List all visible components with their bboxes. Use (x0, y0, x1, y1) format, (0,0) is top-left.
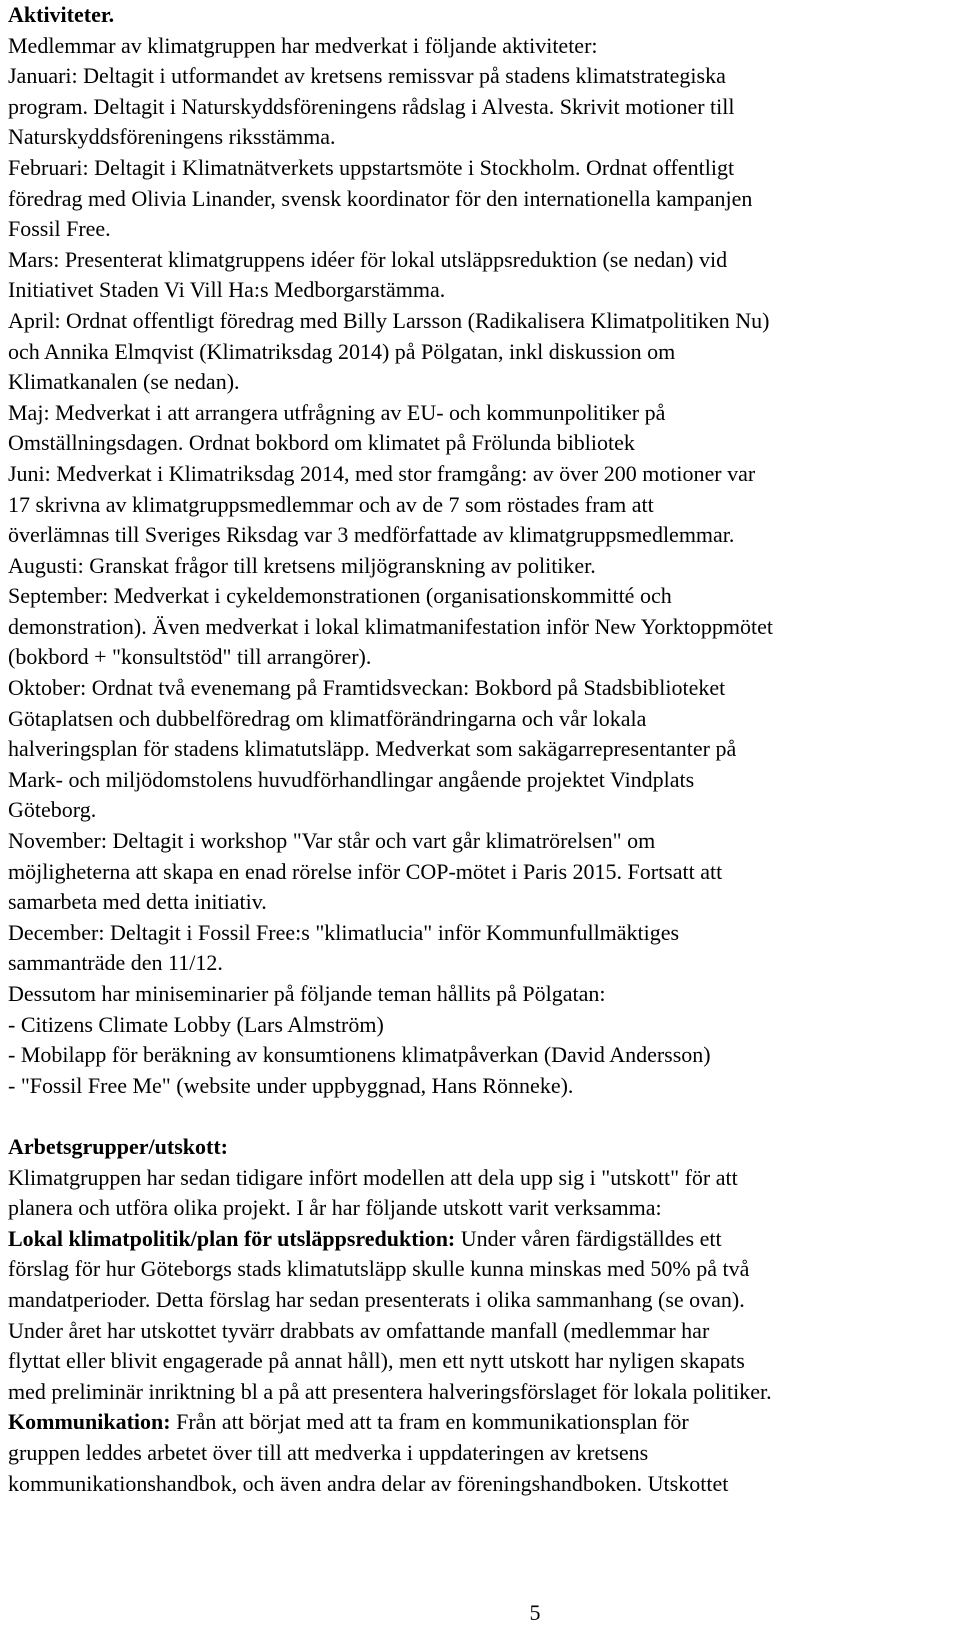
text-line: kommunikationshandbok, och även andra delar av föreningshandboken. Utskottet (8, 1470, 729, 1496)
text-line: - Mobilapp för beräkning av konsumtionens klimatpåverkan (David Andersson) (8, 1042, 711, 1068)
text-line: med preliminär inriktning bl a på att presentera halveringsförslaget för lokala politiker. (8, 1378, 772, 1404)
text-line: - "Fossil Free Me" (website under uppbyggnad, Hans Rönneke). (8, 1072, 574, 1098)
text-line: Omställningsdagen. Ordnat bokbord om klimatet på Frölunda bibliotek (8, 430, 635, 456)
working-groups-intro (8, 1163, 956, 1224)
text-line: Augusti: Granskat frågor till kretsens miljögranskning av politiker. (8, 552, 596, 578)
text-line: gruppen leddes arbetet över till att medverka i uppdateringen av kretsens (8, 1439, 649, 1465)
text-line: halveringsplan för stadens klimatutsläpp. Medverkat som sakägarrepresentanter på (8, 736, 737, 762)
text-line: November: Deltagit i workshop "Var står och vart går klimatrörelsen" om (8, 828, 656, 854)
page-number: 5 (529, 1600, 541, 1625)
text-line: samarbeta med detta initiativ. (8, 889, 267, 915)
activities-body (8, 31, 956, 1102)
text-line: Februari: Deltagit i Klimatnätverkets uppstartsmöte i Stockholm. Ordnat offentligt (8, 154, 735, 180)
communication-paragraph (8, 1438, 956, 1499)
activities-heading: Aktiviteter. (8, 2, 115, 27)
text-line: sammanträde den 11/12. (8, 950, 223, 976)
text-line: Klimatkanalen (se nedan). (8, 369, 240, 395)
text-line: September: Medverkat i cykeldemonstrationen (organisationskommitté och (8, 583, 672, 609)
text-line: och Annika Elmqvist (Klimatriksdag 2014) på Pölgatan, inkl diskussion om (8, 338, 676, 364)
text-line: förslag för hur Göteborgs stads klimatutsläpp skulle kunna minskas med 50% på två (8, 1256, 750, 1282)
text-line: möjligheterna att skapa en enad rörelse inför COP-mötet i Paris 2015. Fortsatt att (8, 858, 723, 884)
text-line: Mars: Presenterat klimatgruppens idéer för lokal utsläppsreduktion (se nedan) vid (8, 246, 728, 272)
text-line: Göteborg. (8, 797, 97, 823)
text-line: mandatperioder. Detta förslag har sedan presenterats i olika sammanhang (se ovan). (8, 1286, 745, 1312)
text-line: Oktober: Ordnat två evenemang på Framtidsveckan: Bokbord på Stadsbiblioteket (8, 675, 726, 701)
text-line: December: Deltagit i Fossil Free:s "klimatlucia" inför Kommunfullmäktiges (8, 919, 680, 945)
text-line: Dessutom har miniseminarier på följande teman hållits på Pölgatan: (8, 981, 606, 1006)
text-line: demonstration). Även medverkat i lokal klimatmanifestation inför New Yorktoppmötet (8, 613, 773, 639)
local-climate-text: Under våren färdigställdes ett (455, 1225, 722, 1251)
text-line: Fossil Free. (8, 216, 111, 242)
text-line: Juni: Medverkat i Klimatriksdag 2014, med stor framgång: av över 200 motioner var (8, 460, 756, 486)
text-line: Naturskyddsföreningens riksstämma. (8, 124, 336, 150)
text-line: Mark- och miljödomstolens huvudförhandlingar angående projektet Vindplats (8, 766, 695, 792)
communication-text: Från att börjat med att ta fram en kommunikationsplan för (170, 1409, 689, 1435)
text-line: Januari: Deltagit i utformandet av kretsens remissvar på stadens klimatstrategiska (8, 63, 726, 89)
communication-paragraph-first-line (8, 1407, 956, 1438)
text-line: Klimatgruppen har sedan tidigare infört modellen att dela upp sig i "utskott" för att (8, 1164, 738, 1190)
local-climate-paragraph-first-line (8, 1224, 956, 1255)
local-climate-label: Lokal klimatpolitik/plan för utsläppsreduktion: (8, 1225, 456, 1251)
document-page (8, 0, 956, 1499)
text-line: 17 skrivna av klimatgruppsmedlemmar och av de 7 som röstades fram att (8, 491, 654, 517)
text-line: April: Ordnat offentligt föredrag med Billy Larsson (Radikalisera Klimatpolitiken Nu) (8, 307, 770, 333)
text-line: planera och utföra olika projekt. I år har följande utskott varit verksamma: (8, 1195, 662, 1221)
text-line: Maj: Medverkat i att arrangera utfrågning av EU- och kommunpolitiker på (8, 399, 666, 425)
text-line: överlämnas till Sveriges Riksdag var 3 medförfattade av klimatgruppsmedlemmar. (8, 522, 735, 548)
text-line: (bokbord + "konsultstöd" till arrangörer). (8, 644, 372, 670)
communication-label: Kommunikation: (8, 1409, 171, 1435)
local-climate-paragraph (8, 1254, 956, 1407)
text-line: flyttat eller blivit engagerade på annat håll), men ett nytt utskott har nyligen skapats (8, 1348, 745, 1374)
working-groups-heading: Arbetsgrupper/utskott: (8, 1133, 228, 1159)
text-line: Under året har utskottet tyvärr drabbats av omfattande manfall (medlemmar har (8, 1317, 710, 1343)
text-line: Initiativet Staden Vi Vill Ha:s Medborgarstämma. (8, 277, 446, 303)
text-line: Götaplatsen och dubbelföredrag om klimatförändringarna och vår lokala (8, 705, 647, 731)
text-line: föredrag med Olivia Linander, svensk koordinator för den internationella kampanjen (8, 185, 753, 211)
section-gap (8, 1101, 956, 1132)
text-line: program. Deltagit i Naturskyddsföreningens rådslag i Alvesta. Skrivit motioner till (8, 93, 735, 119)
text-line: - Citizens Climate Lobby (Lars Almström) (8, 1011, 384, 1037)
text-line: Medlemmar av klimatgruppen har medverkat i följande aktiviteter: (8, 32, 598, 58)
